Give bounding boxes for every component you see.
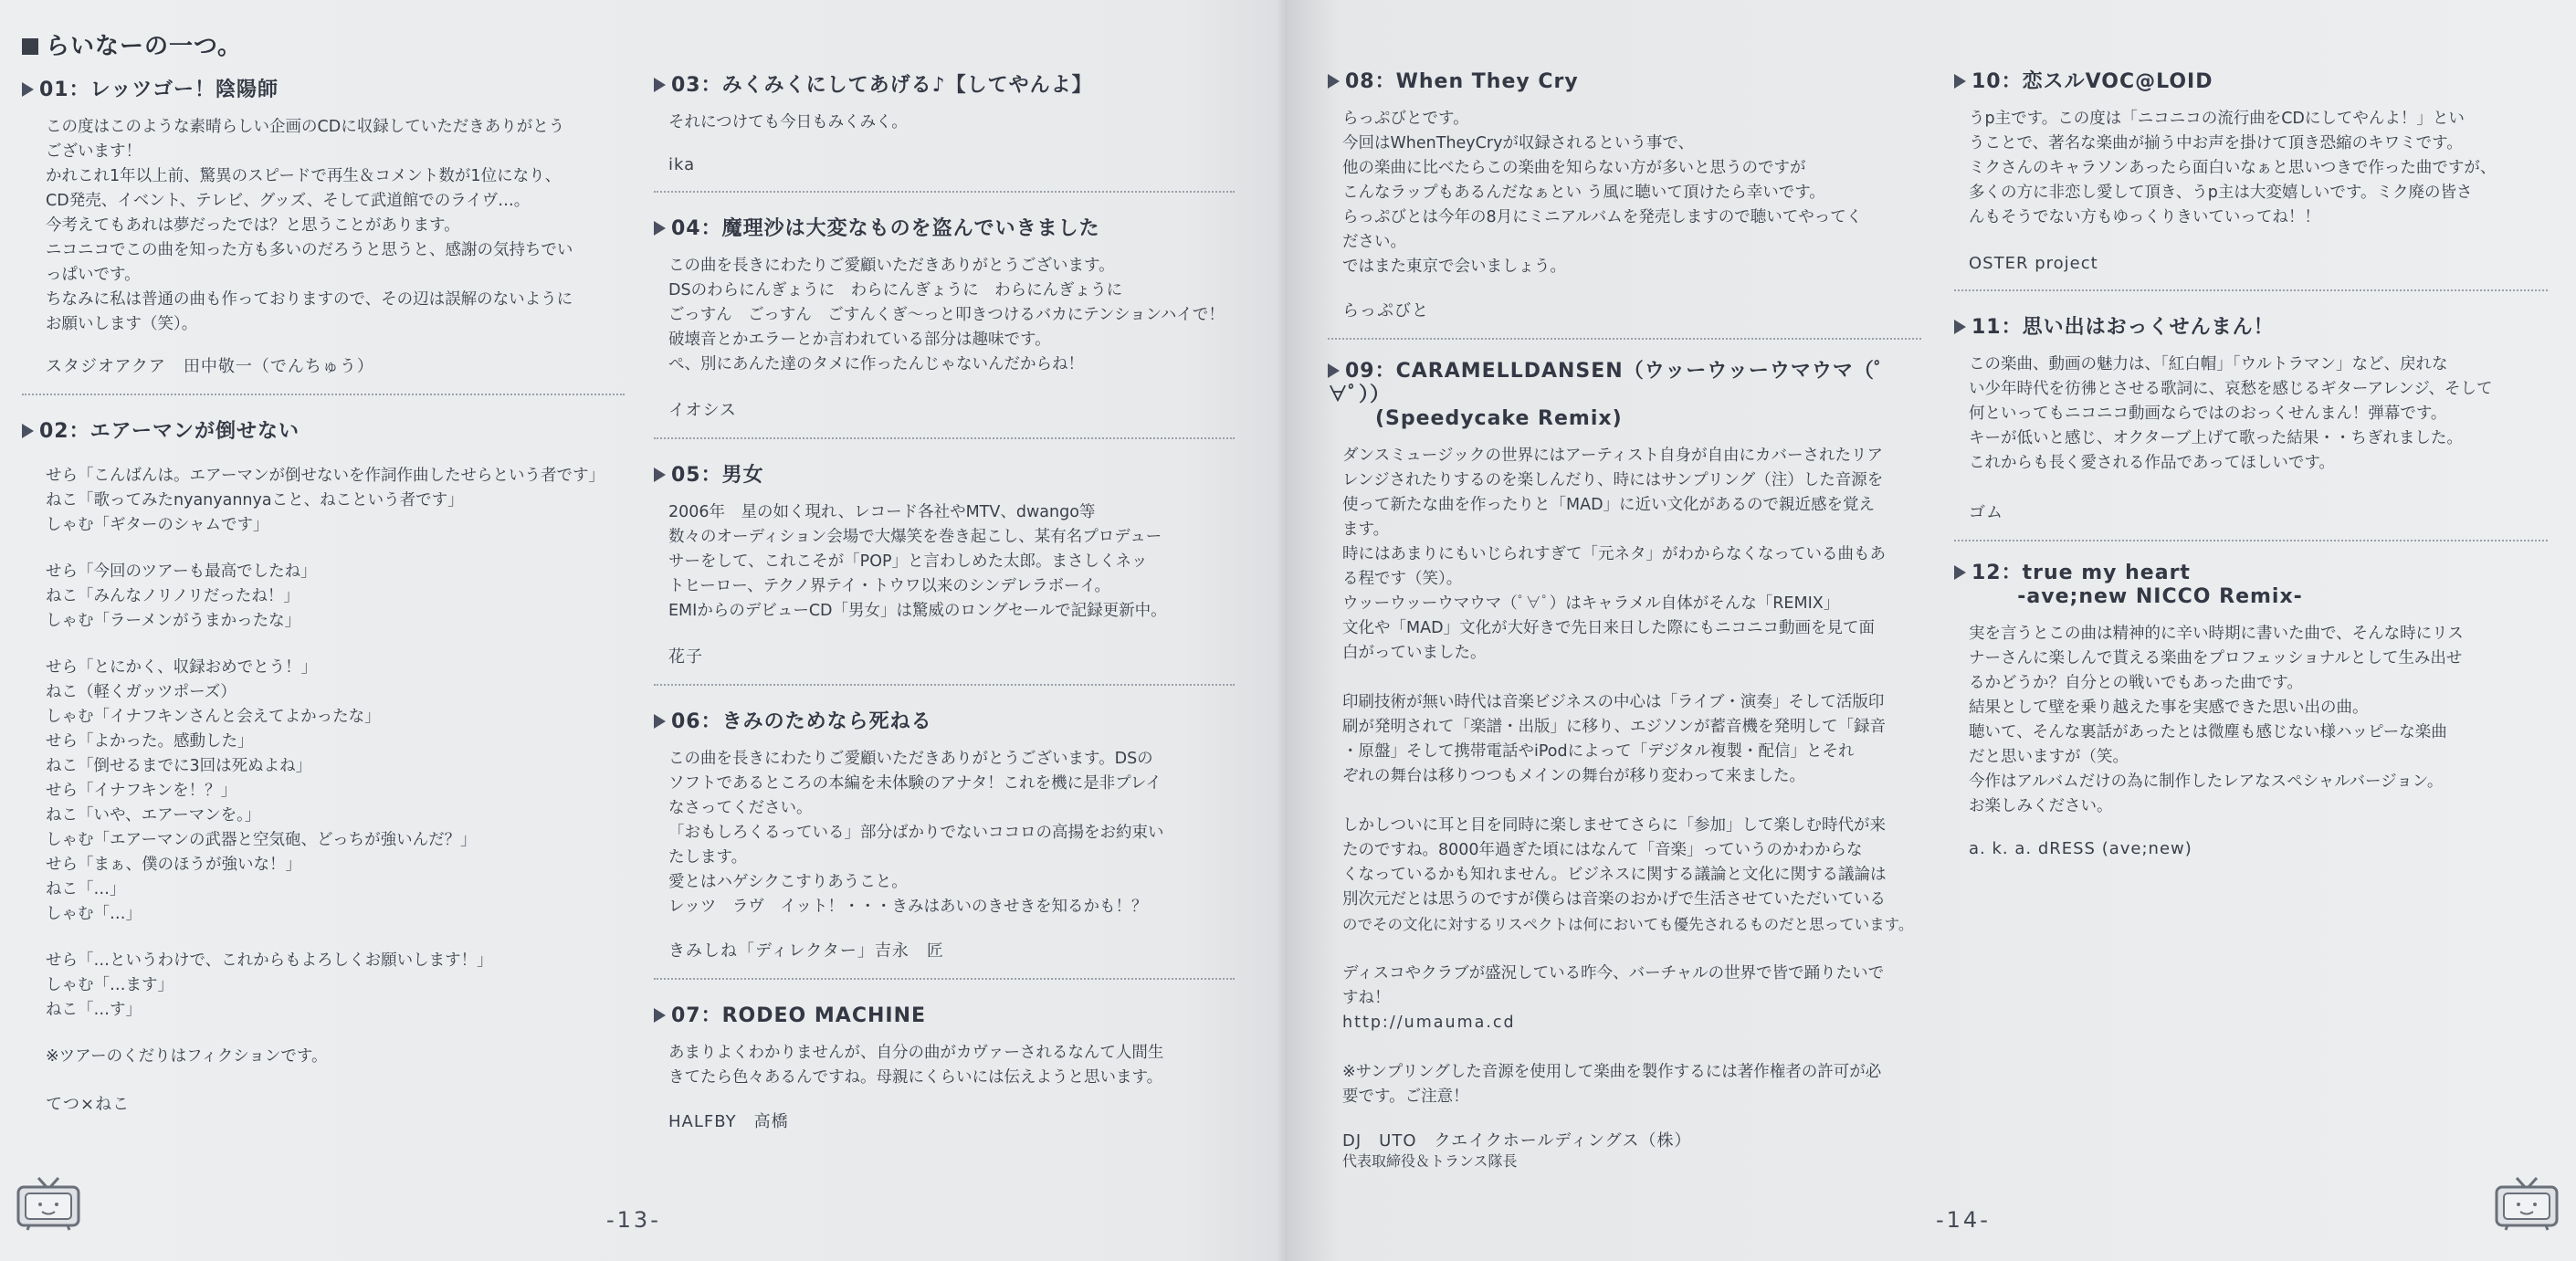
- body-line: らっぷびとです。: [1342, 110, 1469, 128]
- body-line: ではまた東京で会いましょう。: [1342, 257, 1566, 276]
- dotted-separator: [1954, 289, 2548, 291]
- body-line: トヒーロー、テクノ界テイ・トウワ以来のシンデレラボーイ。: [668, 577, 1110, 595]
- body-line: ・原盤」そして携帯電話やiPodによって「デジタル複製・配信」とそれ: [1342, 742, 1855, 761]
- entry-11: [1954, 311, 2548, 523]
- body-line: ます。: [1342, 520, 1390, 539]
- entry-signature: 花子: [668, 647, 703, 667]
- entry-title: 09：CARAMELLDANSEN（ウッーウッーウマウマ（ﾟ∀ﾟ）） (Speedycake Remix): [1328, 360, 1885, 430]
- body-line: 今考えてもあれは夢だったでは？と思うことがあります。: [46, 216, 460, 235]
- entry-10: [1954, 66, 2548, 273]
- body-line: [1342, 789, 1921, 814]
- body-line: ぺ、別にあんた達のタメに作ったんじゃないんだからね！: [668, 355, 1084, 373]
- dialog-line: ねこ「倒せるまでに3回は死ぬよね」: [46, 757, 312, 775]
- body-line: ナーさんに楽しんで貰える楽曲をプロフェッショナルとして生み出せ: [1969, 649, 2463, 667]
- body-line: っぱいです。: [46, 266, 141, 284]
- body-line: うことで、著名な楽曲が揃う中お声を掛けて頂き恐縮のキワミです。: [1969, 134, 2463, 152]
- entry-signature: スタジオアクア 田中敬一（でんちゅう）: [46, 357, 374, 376]
- body-line: らっぷびとは今年の8月にミニアルバムを発売しますので聴いてやってく: [1342, 208, 1863, 226]
- entry-body: [654, 110, 1235, 174]
- bullet-triangle-icon: [1328, 74, 1340, 89]
- dialog-line: しゃむ「イナフキンさんと会えてよかったな」: [46, 708, 381, 726]
- dotted-separator: [654, 191, 1235, 193]
- entry-title: 11：思い出はおっくせんまん！: [1971, 316, 2275, 339]
- body-line: なさってください。: [668, 799, 813, 817]
- body-line: 結果として壁を乗り越えた事を実感できた思い出の曲。: [1969, 699, 2369, 717]
- entry-signature: ika: [668, 155, 696, 174]
- body-line: しかしついに耳と目を同時に楽しませてさらに「参加」して楽しむ時代が来: [1342, 816, 1886, 835]
- body-line: これからも長く愛される作品であってほしいです。: [1969, 454, 2335, 472]
- entry-03: [654, 69, 1235, 174]
- bullet-triangle-icon: [654, 714, 666, 729]
- body-line: それにつけても今日もみくみく。: [668, 113, 908, 131]
- entry-signature: ゴム: [1969, 503, 2003, 522]
- entry-title: 07：RODEO MACHINE: [671, 1004, 927, 1027]
- entry-05: [654, 459, 1235, 667]
- dialog-note: ※ツアーのくだりはフィクションです。: [46, 1047, 328, 1066]
- dialog-line: ねこ「…す」: [46, 1001, 142, 1019]
- dialog-line: しゃむ「ギターのシャムです」: [46, 516, 269, 534]
- bullet-triangle-icon: [654, 1008, 666, 1023]
- body-line: ニコニコでこの曲を知った方も多いのだろうと思うと、感謝の気持ちでい: [46, 241, 573, 259]
- entry-signature: イオシス: [668, 401, 737, 420]
- body-line: ダンスミュージックの世界にはアーティスト自身が自由にカバーされたリア: [1342, 447, 1884, 465]
- body-line: [1342, 1035, 1921, 1060]
- body-line: ちなみに私は普通の曲も作っておりますので、その辺は誤解のないように: [46, 290, 573, 309]
- entry-02: [22, 415, 625, 1115]
- dotted-separator: [654, 978, 1235, 980]
- body-line: この楽曲、動画の魅力は、「紅白帽」「ウルトラマン」など、戻れな: [1969, 355, 2448, 373]
- entry-body: [1954, 352, 2548, 523]
- body-line: ソフトであるところの本編を未体験のアナタ！これを機に是非プレイ: [668, 774, 1162, 793]
- body-line: 時にはあまりにもいじられすぎて「元ネタ」がわからなくなっている曲もあ: [1342, 545, 1886, 563]
- entry-title: 06：きみのためなら死ねる: [671, 710, 932, 733]
- niconico-tv-icon: [15, 1176, 82, 1231]
- body-line: 2006年 星の如く現れ、レコード各社やMTV、dwango等: [668, 503, 1096, 521]
- entry-title: 01：レッツゴー！陰陽師: [39, 79, 279, 101]
- entry-title: 03：みくみくにしてあげる♪【してやんよ】: [671, 74, 1093, 97]
- entry-body: [22, 115, 625, 377]
- bullet-triangle-icon: [1954, 320, 1966, 334]
- body-line: 「おもしろくるっている」部分ばかりでないココロの高揚をお約束い: [668, 824, 1164, 842]
- dotted-separator: [654, 684, 1235, 686]
- body-line: キーが低いと感じ、オクターブ上げて歌った結果・・ちぎれました。: [1969, 429, 2463, 447]
- entry-body: [654, 1041, 1235, 1132]
- body-line: 文化や「MAD」文化が大好きで先日来日した際にもニコニコ動画を見て面: [1342, 619, 1876, 637]
- dialog-line: しゃむ「ラーメンがうまかったな」: [46, 612, 301, 630]
- body-line: 今作はアルバムだけの為に制作したレアなスペシャルバージョン。: [1969, 772, 2444, 791]
- entry-signature: らっぷびと: [1342, 301, 1429, 321]
- bullet-triangle-icon: [1954, 565, 1966, 580]
- bullet-triangle-icon: [22, 82, 34, 97]
- body-line: い少年時代を彷彿とさせる歌詞に、哀愁を感じるギターアレンジ、そして: [1969, 380, 2493, 398]
- dialog-line: せら「こんばんは。エアーマンが倒せないを作詞作曲したせらという者です」: [46, 467, 605, 485]
- body-line: ディスコやクラブが盛況している昨今、バーチャルの世界で皆で踊りたいで: [1342, 964, 1885, 983]
- body-line: ウッーウッーウマウマ（ﾟ∀ﾟ）はキャラメル自体がそんな「REMIX」: [1342, 594, 1840, 613]
- body-line: 要です。ご注意！: [1342, 1088, 1469, 1106]
- dialog-line: せら「今回のツアーも最高でしたね」: [46, 562, 317, 581]
- dialog-line: ねこ（軽くガッツポーズ）: [46, 683, 237, 701]
- entry-09: [1328, 360, 1921, 1172]
- body-line: だと思いますが（笑。: [1969, 748, 2129, 766]
- entry-body: [654, 254, 1235, 421]
- entry-01: [22, 74, 625, 377]
- dialog-line: せら「とにかく、収録おめでとう！」: [46, 658, 318, 677]
- entry-title: 08：When They Cry: [1345, 70, 1579, 93]
- body-line: ごっすん ごっすん ごすんくぎ〜っと叩きつけるバカにテンションハイで！: [668, 306, 1225, 324]
- bullet-triangle-icon: [654, 468, 666, 482]
- right-page: [1288, 0, 2576, 1261]
- left-column-2: [654, 69, 1235, 1132]
- dialog-line: しゃむ「…」: [46, 905, 142, 923]
- bullet-triangle-icon: [22, 424, 34, 438]
- body-line: ※サンプリングした音源を使用して楽曲を製作するには著作権者の許可が必: [1342, 1063, 1882, 1081]
- body-line: たのですね。8000年過ぎた頃にはなんて「音楽」っていうのかわからな: [1342, 841, 1863, 859]
- dialog-line: せら「…というわけで、これからもよろしくお願いします！」: [46, 951, 493, 970]
- entry-title: 12：true my heart -ave;new NICCO Remix-: [1971, 562, 2303, 608]
- body-line: すね！: [1342, 989, 1391, 1007]
- body-line: こんなラップもあるんだなぁとい う風に聴いて頂けたら幸いです。: [1342, 184, 1825, 202]
- entry-12: [1954, 562, 2548, 858]
- body-line: この曲を長きにわたりご愛顧いただきありがとうございます。DSの: [668, 750, 1153, 768]
- dialog-line: せら「まぁ、僕のほうが強いな！」: [46, 856, 301, 874]
- body-line: 刷が発明されて「楽譜・出版」に移り、エジソンが蓄音機を発明して「録音: [1342, 718, 1886, 736]
- dialog-line: せら「イナフキンを！？」: [46, 782, 237, 800]
- body-line: んもそうでない方もゆっくりきいていってね！！: [1969, 208, 2320, 226]
- entry-body: [1328, 444, 1921, 1172]
- body-line: ださい。: [1342, 233, 1406, 251]
- body-line: [1342, 937, 1921, 962]
- body-line: お楽しみください。: [1969, 797, 2113, 815]
- body-line: 愛とはハゲシクこすりあうこと。: [668, 873, 908, 891]
- dotted-separator: [22, 394, 625, 395]
- dialog-line: せら「よかった。感動した」: [46, 732, 254, 751]
- body-line: る程です（笑）。: [1342, 570, 1463, 588]
- niconico-tv-icon: [2493, 1176, 2560, 1231]
- dialog-line: ねこ「みんなノリノリだったね！」: [46, 587, 300, 605]
- body-line: ございます！: [46, 142, 142, 161]
- entry-title: 05：男女: [671, 464, 764, 487]
- body-line: 破壊音とかエラーとか言われている部分は趣味です。: [668, 331, 1051, 349]
- entry-signature: HALFBY 高橋: [668, 1112, 789, 1131]
- bullet-triangle-icon: [1328, 363, 1340, 378]
- section-title: らいなーの一つ。: [22, 27, 625, 61]
- entry-body: [1328, 107, 1921, 321]
- dialog-line: ねこ「いや、エアーマンを。」: [46, 806, 261, 825]
- body-line: この曲を長きにわたりご愛顧いただきありがとうございます。: [668, 257, 1115, 275]
- body-line: この度はこのような素晴らしい企画のCDに収録していただきありがとう: [46, 118, 565, 136]
- page-number: -13-: [606, 1207, 661, 1233]
- entry-signature: DJ UTO クエイクホールディングス（株）: [1342, 1131, 1692, 1151]
- body-line: DSのわらにんぎょうに わらにんぎょうに わらにんぎょうに: [668, 281, 1123, 299]
- dotted-separator: [654, 437, 1235, 439]
- body-line: 聴いて、そんな裏話があったとは微塵も感じない様ハッピーな楽曲: [1969, 723, 2447, 741]
- bullet-triangle-icon: [654, 221, 666, 236]
- entry-08: [1328, 66, 1921, 321]
- body-line: 別次元だとは思うのですが僕らは音楽のおかげで生活させていただいている: [1342, 890, 1886, 909]
- page-number: -14-: [1936, 1207, 1991, 1233]
- entry-signature: a. k. a. dRESS (ave;new): [1969, 839, 2192, 858]
- body-line: 印刷技術が無い時代は音楽ビジネスの中心は「ライブ・演奏」そして活版印: [1342, 693, 1885, 711]
- entry-signature: きみしね「ディレクター」吉永 匠: [668, 941, 944, 961]
- dialog-line: しゃむ「エアーマンの武器と空気砲、どっちが強いんだ？」: [46, 831, 477, 849]
- body-line: EMIからのデビューCD「男女」は驚威のロングセールで記録更新中。: [668, 602, 1167, 620]
- bullet-triangle-icon: [654, 78, 666, 92]
- body-line: 何といってもニコニコ動画ならではのおっくせんまん！弾幕です。: [1969, 405, 2447, 423]
- entry-06: [654, 706, 1235, 962]
- bullet-triangle-icon: [1954, 74, 1966, 89]
- entry-body: [1954, 107, 2548, 273]
- body-line: 使って新たな曲を作ったりと「MAD」に近い文化があるので親近感を覚え: [1342, 496, 1876, 514]
- left-column-1: [22, 27, 625, 1115]
- dialog-line: しゃむ「…ます」: [46, 976, 173, 994]
- body-line: 数々のオーディション会場で大爆笑を巻き起こし、某有名プロデュー: [668, 528, 1162, 546]
- dialog-line: ねこ「…」: [46, 880, 126, 898]
- body-line: レンジされたりするのを楽しんだり、時にはサンプリング（注）した音源を: [1342, 471, 1884, 489]
- body-line: 他の楽曲に比べたらこの楽曲を知らない方が多いと思うのですが: [1342, 159, 1806, 177]
- entry-body: [1954, 622, 2548, 858]
- entry-signature: てつ×ねこ: [46, 1095, 131, 1114]
- entry-signature-title: 代表取締役＆トランス隊長: [1342, 1152, 1518, 1170]
- body-line: ぞれの舞台は移りつつもメインの舞台が移り変わって来ました。: [1342, 767, 1805, 785]
- body-line: 実を言うとこの曲は精神的に辛い時期に書いた曲で、そんな時にリス: [1969, 625, 2464, 643]
- right-column-1: [1328, 66, 1921, 1172]
- dotted-separator: [1328, 338, 1921, 340]
- entry-body: [654, 500, 1235, 667]
- dotted-separator: [1954, 540, 2548, 541]
- body-line: かれこれ1年以上前、驚異のスピードで再生＆コメント数が1位になり、: [46, 167, 562, 185]
- body-line: 多くの方に非恋し愛して頂き、うp主は大変嬉しいです。ミク廃の皆さ: [1969, 184, 2473, 202]
- body-line: [1342, 666, 1921, 690]
- entry-title: 04：魔理沙は大変なものを盗んでいきました: [671, 217, 1100, 240]
- entry-signature: OSTER project: [1969, 254, 2098, 273]
- dialog-line: ねこ「歌ってみたnyanyannyaこと、ねこという者です」: [46, 491, 464, 510]
- body-url: http://umauma.cd: [1342, 1014, 1516, 1032]
- entry-title: 10：恋スルVOC@LOID: [1971, 70, 2213, 93]
- body-line: うp主です。この度は「ニコニコの流行曲をCDにしてやんよ！」とい: [1969, 110, 2465, 128]
- body-line: 白がっていました。: [1342, 644, 1487, 662]
- entry-04: [654, 213, 1235, 421]
- entry-body: [22, 464, 625, 1115]
- body-line: あまりよくわかりませんが、自分の曲がカヴァーされるなんて人間生: [668, 1044, 1164, 1062]
- body-line: 今回はWhenTheyCryが収録されるという事で、: [1342, 134, 1695, 152]
- entry-07: [654, 1000, 1235, 1132]
- body-line: レッツ ラヴ イット！・・・きみはあいのきせきを知るかも！？: [668, 898, 1148, 916]
- body-line: ミクさんのキャラソンあったら面白いなぁと思いつきで作った曲ですが、: [1969, 159, 2497, 177]
- body-line: のでその文化に対するリスペクトは何においても優先されるものだと思っています。: [1342, 916, 1914, 933]
- right-column-2: [1954, 66, 2548, 858]
- entry-title: 02：エアーマンが倒せない: [39, 420, 300, 443]
- body-line: サーをして、これこそが「POP」と言わしめた太郎。まさしくネッ: [668, 552, 1148, 571]
- body-line: るかどうか？自分との戦いでもあった曲です。: [1969, 674, 2303, 692]
- body-line: くなっているかも知れません。ビジネスに関する議論と文化に関する議論は: [1342, 866, 1887, 884]
- body-line: CD発売、イベント、テレビ、グッズ、そして武道館でのライヴ…。: [46, 192, 531, 210]
- body-line: たします。: [668, 848, 748, 867]
- body-line: きてたら色々あるんですね。母親にくらいには伝えようと思います。: [668, 1068, 1163, 1087]
- body-line: お願いします（笑）。: [46, 315, 198, 333]
- entry-body: [654, 747, 1235, 962]
